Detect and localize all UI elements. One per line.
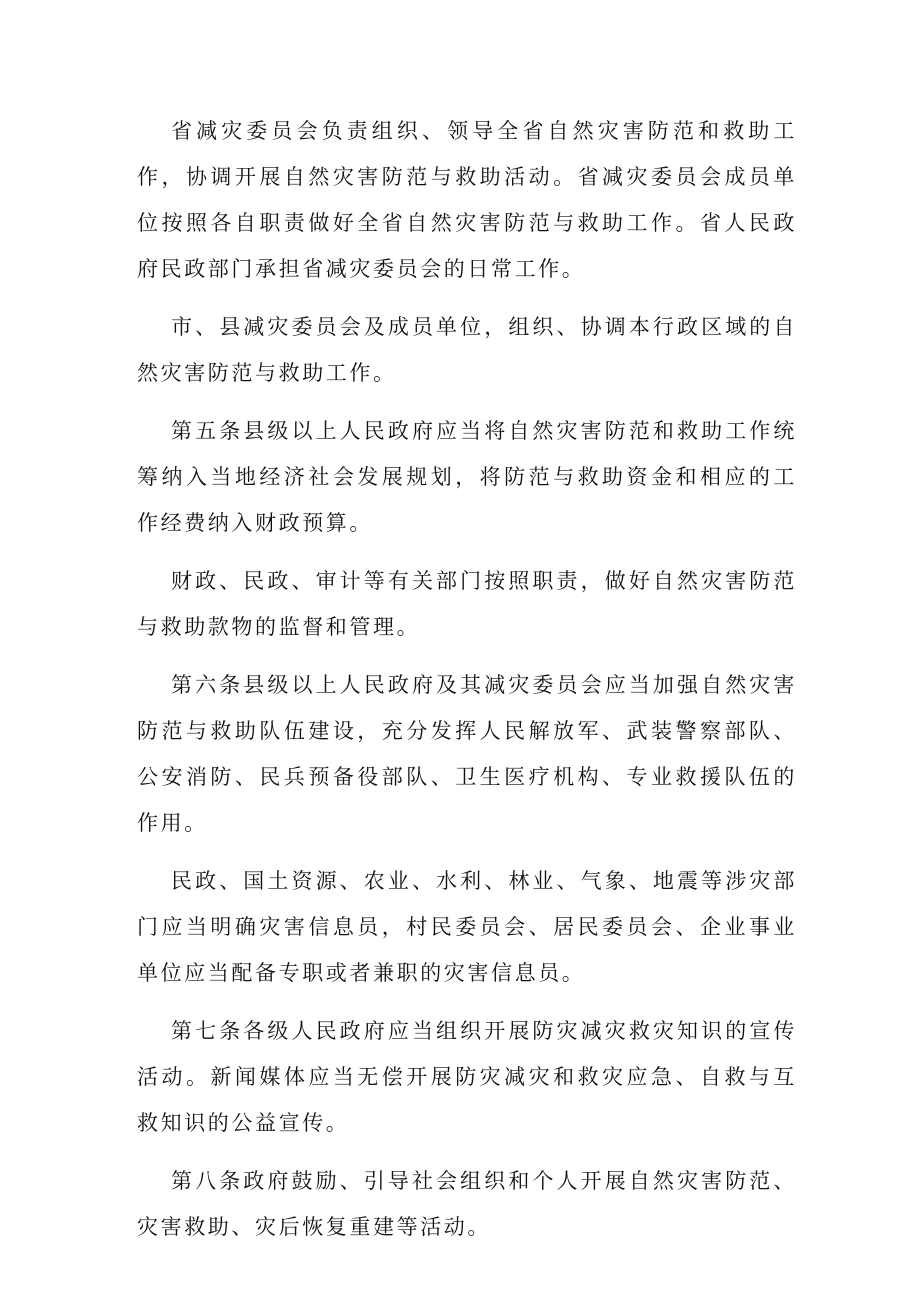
paragraph-article-5: 第五条县级以上人民政府应当将自然灾害防范和救助工作统筹纳入当地经济社会发展规划，将防范与救助资金和相应的工作经费纳入财政预算。	[137, 419, 797, 535]
paragraph-disaster-committee-duties: 省减灾委员会负责组织、领导全省自然灾害防范和救助工作，协调开展自然灾害防范与救助活动。省减灾委员会成员单位按照各自职责做好全省自然灾害防范与救助工作。省人民政府民政部门承担省减灾委员会的日常工作。	[137, 119, 797, 281]
paragraph-article-6: 第六条县级以上人民政府及其减灾委员会应当加强自然灾害防范与救助队伍建设，充分发挥人民解放军、武装警察部队、公安消防、民兵预备役部队、卫生医疗机构、专业救援队伍的作用。	[137, 673, 797, 835]
paragraph-city-county-committees: 市、县减灾委员会及成员单位，组织、协调本行政区域的自然灾害防范与救助工作。	[137, 315, 797, 385]
document-body	[137, 108, 797, 1262]
paragraph-funds-supervision: 财政、民政、审计等有关部门按照职责，做好自然灾害防范与救助款物的监督和管理。	[137, 569, 797, 639]
paragraph-article-8: 第八条政府鼓励、引导社会组织和个人开展自然灾害防范、灾害救助、灾后恢复重建等活动。	[137, 1169, 797, 1239]
paragraph-disaster-information-officers: 民政、国土资源、农业、水利、林业、气象、地震等涉灾部门应当明确灾害信息员，村民委员会、居民委员会、企业事业单位应当配备专职或者兼职的灾害信息员。	[137, 869, 797, 985]
paragraph-article-7: 第七条各级人民政府应当组织开展防灾减灾救灾知识的宣传活动。新闻媒体应当无偿开展防灾减灾和救灾应急、自救与互救知识的公益宣传。	[137, 1019, 797, 1135]
